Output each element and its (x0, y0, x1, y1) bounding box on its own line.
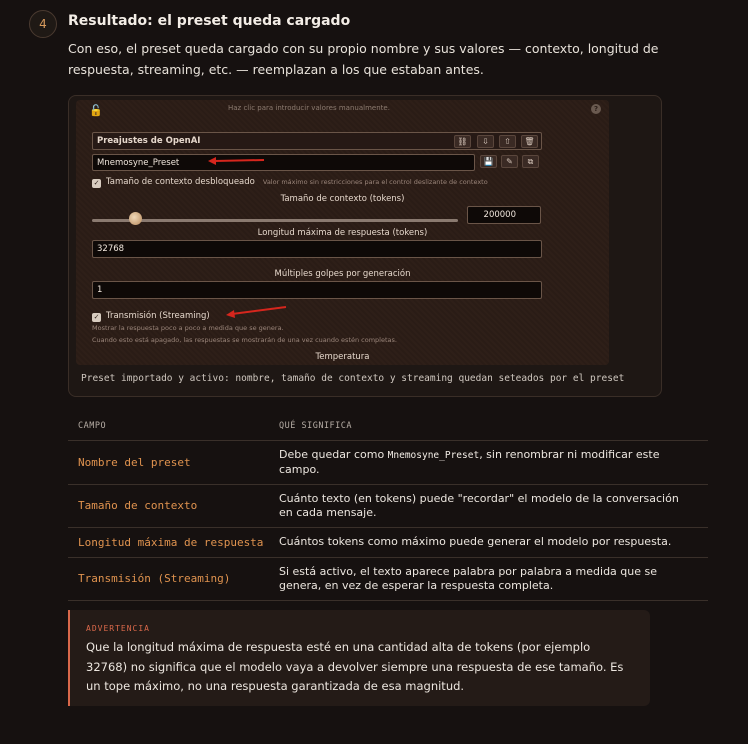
field-meaning: Cuántos tokens como máximo puede generar el modelo por respuesta. (279, 527, 708, 557)
red-arrow-icon (224, 305, 288, 319)
lock-icon: 🔓 (89, 104, 103, 117)
import-icon: ⇩ (477, 135, 494, 148)
checkbox-icon: ✓ (93, 179, 100, 187)
streaming-desc-2: Cuando esto está apagado, las respuestas se mostrarán de una vez cuando estén completas. (92, 336, 397, 344)
table-row (68, 440, 708, 484)
context-size-label: Tamaño de contexto (tokens) (280, 194, 405, 204)
table-header-field: CAMPO (68, 413, 279, 440)
step-description: Con eso, el preset queda cargado con su propio nombre y sus valores — contexto, longitud de respuesta, streaming, etc. — reemplazan a los que estaban antes. (68, 41, 659, 77)
preset-section-label: Preajustes de OpenAI (97, 136, 201, 146)
context-unlocked-row (92, 177, 488, 188)
export-icon: ⇧ (499, 135, 516, 148)
context-slider-knob (129, 212, 142, 225)
figure-caption: Preset importado y activo: nombre, tamaño de contexto y streaming quedan seteados por el preset (81, 373, 625, 384)
streaming-desc-1: Mostrar la respuesta poco a poco a medida que se genera. (92, 324, 284, 332)
multiple-swipes-value: 1 (92, 281, 542, 299)
preset-name-code: Mnemosyne_Preset (387, 449, 480, 461)
warning-callout (68, 610, 650, 706)
step-title: Resultado: el preset queda cargado (68, 13, 351, 29)
streaming-row (92, 311, 210, 322)
multiple-swipes-label: Múltiples golpes por generación (274, 269, 411, 279)
table-row (68, 527, 708, 557)
screenshot-figure (68, 95, 662, 397)
preset-section (92, 132, 542, 150)
field-name: Transmisión (Streaming) (68, 557, 279, 600)
link-icon: ⛓ (454, 135, 471, 148)
max-response-label: Longitud máxima de respuesta (tokens) (257, 228, 428, 238)
checkbox-icon: ✓ (93, 313, 100, 321)
field-name: Tamaño de contexto (68, 484, 279, 527)
context-slider-track (92, 219, 458, 222)
table-row (68, 557, 708, 600)
temperature-label: Temperatura (315, 352, 370, 362)
manual-input-hint: Haz clic para introducir valores manualmente. (228, 104, 390, 112)
embedded-screenshot (76, 100, 609, 365)
fields-table (68, 413, 708, 601)
step-number-badge: 4 (29, 10, 57, 38)
save-icon: 💾 (480, 155, 497, 168)
copy-icon: ⧉ (522, 155, 539, 168)
field-meaning: Debe quedar como Mnemosyne_Preset, sin renombrar ni modificar este campo. (279, 440, 708, 484)
context-size-value: 200000 (467, 206, 541, 224)
table-row (68, 484, 708, 527)
red-arrow-icon (206, 156, 266, 166)
table-header-meaning: QUÉ SIGNIFICA (279, 413, 708, 440)
preset-name-input: Mnemosyne_Preset (92, 154, 475, 171)
rename-icon: ✎ (501, 155, 518, 168)
field-name: Nombre del preset (68, 440, 279, 484)
help-icon: ? (591, 104, 601, 114)
warning-text: Que la longitud máxima de respuesta esté en una cantidad alta de tokens (por ejemplo 32768) no significa que el modelo vaya a devolver siempre una respuesta de ese tamaño. Es un tope máximo, no una respuesta garantizada de esa magnitud. (86, 640, 624, 693)
context-unlocked-sub: Valor máximo sin restricciones para el control deslizante de contexto (262, 178, 488, 186)
streaming-label: Transmisión (Streaming) (106, 311, 210, 321)
context-unlocked-label: Tamaño de contexto desbloqueado (106, 177, 255, 187)
field-name: Longitud máxima de respuesta (68, 527, 279, 557)
delete-icon: 🗑 (521, 135, 538, 148)
field-meaning: Cuánto texto (en tokens) puede "recordar" el modelo de la conversación en cada mensaje. (279, 484, 708, 527)
warning-label: ADVERTENCIA (86, 624, 150, 633)
max-response-value: 32768 (92, 240, 542, 258)
field-meaning: Si está activo, el texto aparece palabra por palabra a medida que se genera, en vez de esperar la respuesta completa. (279, 557, 708, 600)
